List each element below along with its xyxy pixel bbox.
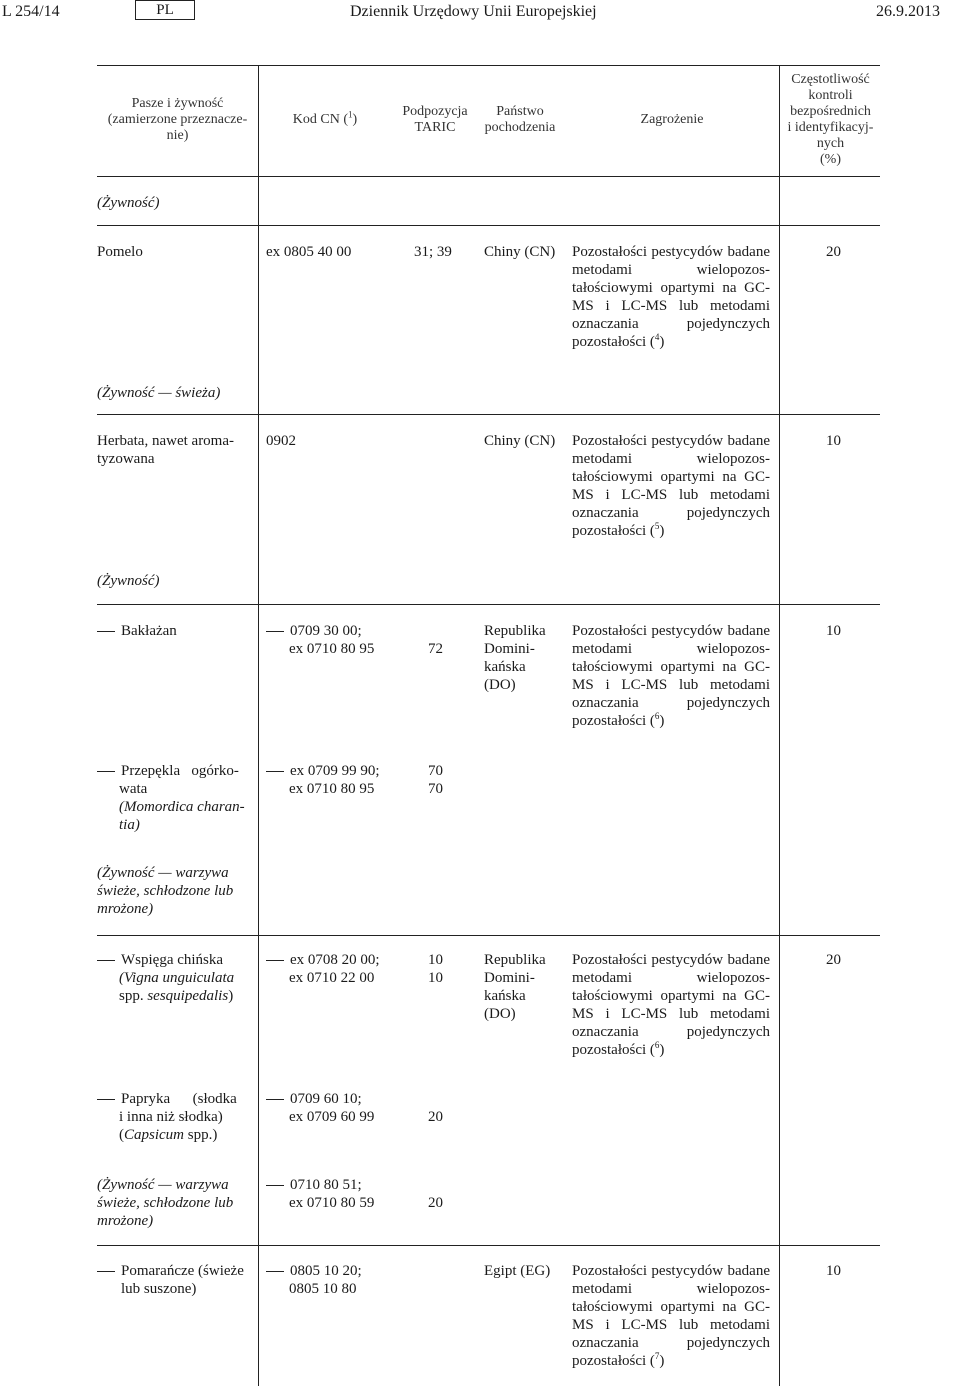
product-name: Pomarańcze (świeże lub suszone) [97, 1262, 244, 1298]
intended-use: (Żywność — świeża) [97, 385, 221, 401]
intended-use: (Żywność) [97, 573, 160, 589]
cn-code: ex 0710 80 95 [289, 781, 375, 797]
product-name: Pomelo [97, 244, 143, 260]
dash-marker [266, 1099, 284, 1100]
taric-code: 72 [428, 641, 443, 657]
product-latin-name: (Capsicum spp.) [119, 1127, 218, 1143]
dash-marker [97, 771, 115, 772]
row-rule [97, 1245, 880, 1246]
country-of-origin: Republika Domini- kańska (DO) [484, 623, 546, 693]
footnote-ref: 1 [348, 109, 353, 120]
cn-code: 0805 10 20; [266, 1262, 362, 1280]
hazard-description: Pozostałości pestycydów badane metodami wielopozos-tałościowymi opartymi na GC-MS i LC-MS lub metodami oznaczania pojedynczych pozostałości ($^6$) [572, 952, 770, 1058]
publication-date: 26.9.2013 [876, 3, 940, 20]
dash-marker [97, 960, 115, 961]
row-rule [97, 604, 880, 605]
product-latin-name: (Vigna unguiculata [119, 970, 235, 986]
hazard-description: Pozostałości pestycydów badane metodami wielopozos-tałościowymi opartymi na GC-MS i LC-MS lub metodami oznaczania pojedynczych pozostałości ($^4$) [572, 244, 770, 350]
column-divider [779, 65, 780, 1386]
cn-code: 0805 10 80 [289, 1281, 357, 1297]
check-frequency: 20 [826, 244, 841, 260]
country-of-origin: Egipt (EG) [484, 1263, 551, 1279]
intended-use: (Żywność — warzywa świeże, schłodzone lub mrożone) [97, 865, 234, 917]
cn-code: ex 0708 20 00; [266, 951, 380, 969]
dash-marker [266, 771, 284, 772]
check-frequency: 10 [826, 623, 841, 639]
dash-marker [97, 1271, 115, 1272]
country-of-origin: Republika Domini- kańska (DO) [484, 952, 546, 1022]
cn-code: 0709 60 10; [266, 1090, 362, 1108]
column-divider [258, 65, 259, 1386]
hazard-description: Pozostałości pestycydów badane metodami wielopozos-tałościowymi opartymi na GC-MS i LC-MS lub metodami oznaczania pojedynczych pozostałości ($^5$) [572, 433, 770, 539]
page-reference: L 254/14 [2, 3, 60, 20]
footnote-ref: 7 [654, 1351, 660, 1361]
row-rule [97, 935, 880, 936]
product-latin-name: (Momordica charan- tia) [119, 799, 245, 833]
column-header-cn: Kod CN ($^1$) [292, 109, 358, 127]
country-of-origin: Chiny (CN) [484, 244, 556, 260]
hazard-description: Pozostałości pestycydów badane metodami wielopozos-tałościowymi opartymi na GC-MS i LC-MS lub metodami oznaczania pojedynczych pozostałości ($^6$) [572, 623, 770, 729]
column-header-taric: Podpozycja TARIC [402, 104, 468, 135]
product-name: Wspięga chińska [97, 951, 223, 969]
cn-code: 0710 80 51; [266, 1176, 362, 1194]
table-top-rule [97, 65, 880, 66]
dash-marker [266, 1271, 284, 1272]
intended-use: (Żywność — warzywa świeże, schłodzone lub mrożone) [97, 1177, 234, 1229]
product-name: i inna niż słodka) [119, 1109, 223, 1125]
taric-code: 20 [428, 1109, 443, 1125]
footnote-ref: 6 [654, 1040, 660, 1050]
taric-code: 10 [428, 952, 443, 968]
footnote-ref: 6 [654, 711, 660, 721]
footnote-ref: 4 [654, 332, 660, 342]
check-frequency: 10 [826, 1263, 841, 1279]
row-rule [97, 414, 880, 415]
product-name: Herbata, nawet aroma- tyzowana [97, 433, 235, 467]
product-latin-name: spp. sesquipedalis) [119, 988, 234, 1004]
column-header-frequency: Częstotliwość kontroli bezpośrednich i identyfikacyj- nych (%) [787, 72, 874, 167]
taric-code: 31; 39 [414, 244, 452, 260]
cn-code: 0709 30 00; [266, 622, 362, 640]
cn-code: ex 0710 80 59 [289, 1195, 375, 1211]
taric-code: 70 [428, 781, 443, 797]
taric-code: 70 [428, 763, 443, 779]
cn-code: ex 0710 80 95 [289, 641, 375, 657]
dash-marker [266, 960, 284, 961]
check-frequency: 10 [826, 433, 841, 449]
cn-code: ex 0805 40 00 [266, 244, 352, 260]
product-name: Przepękla ogórko- [97, 762, 239, 780]
product-name: wata [119, 781, 148, 797]
hazard-description: Pozostałości pestycydów badane metodami wielopozos-tałościowymi opartymi na GC-MS i LC-MS lub metodami oznaczania pojedynczych pozostałości ($^7$) [572, 1263, 770, 1369]
check-frequency: 20 [826, 952, 841, 968]
row-rule [97, 225, 880, 226]
footnote-ref: 5 [654, 521, 660, 531]
column-header-feed: Pasze i żywność (zamierzone przeznacze- nie) [107, 96, 248, 143]
cn-code: ex 0709 99 90; [266, 762, 380, 780]
country-of-origin: Chiny (CN) [484, 433, 556, 449]
intended-use: (Żywność) [97, 195, 160, 211]
taric-code: 10 [428, 970, 443, 986]
cn-code: ex 0710 22 00 [289, 970, 375, 986]
cn-code: ex 0709 60 99 [289, 1109, 375, 1125]
journal-title: Dziennik Urzędowy Unii Europejskiej [350, 3, 597, 20]
taric-code: 20 [428, 1195, 443, 1211]
dash-marker [266, 631, 284, 632]
header-bottom-rule [97, 176, 880, 177]
dash-marker [97, 1099, 115, 1100]
dash-marker [97, 631, 115, 632]
dash-marker [266, 1185, 284, 1186]
product-name: Bakłażan [97, 622, 177, 640]
product-name: Papryka (słodka [97, 1090, 237, 1108]
language-badge: PL [135, 0, 195, 20]
cn-code: 0902 [266, 433, 296, 449]
column-header-hazard: Zagrożenie [640, 112, 704, 127]
column-header-country: Państwo pochodzenia [484, 104, 556, 135]
